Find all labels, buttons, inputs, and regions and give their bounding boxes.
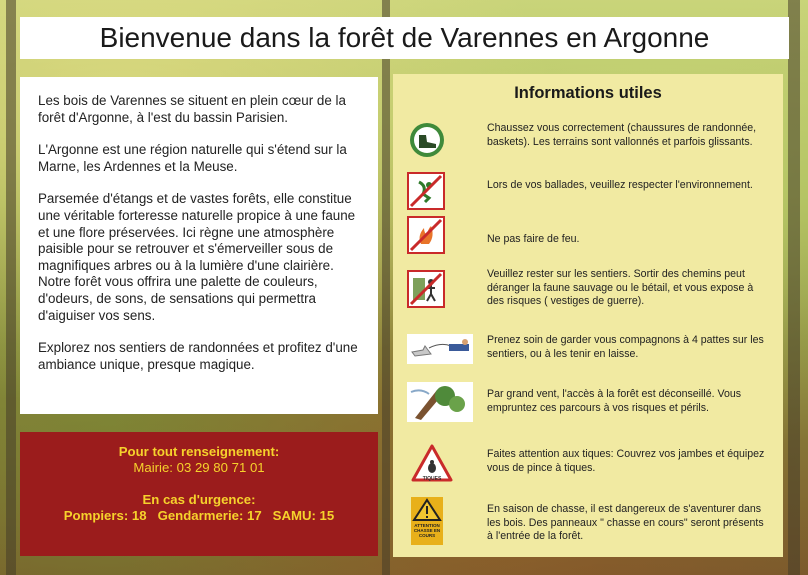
hunting-warning-icon [411,497,443,545]
tree-trunk [6,0,16,575]
info-item-text: Faites attention aux tiques: Couvrez vos jambes et équipez vous de pince à tiques. [487,448,765,474]
page-title: Bienvenue dans la forêt de Varennes en Argonne [99,22,710,53]
emergency-numbers: Pompiers: 18 Gendarmerie: 17 SAMU: 15 [63,508,335,523]
intro-paragraph: Explorez nos sentiers de randonnées et profitez d'une ambiance unique, presque magique. [38,340,358,372]
dog-leash-icon [407,334,473,364]
no-fire-icon [407,216,445,254]
info-heading: Informations utiles [514,84,662,102]
info-item-text: Prenez soin de garder vous compagnons à 4 pattes sur les sentiers, ou à les tenir en laisse. [487,334,764,360]
contact-panel [20,432,378,556]
info-item-text: Ne pas faire de feu. [487,233,580,245]
info-item-text: Par grand vent, l'accès à la forêt est déconseillé. Vous empruntez ces parcours à vos risques et périls. [487,388,742,414]
stay-on-path-icon [407,270,445,308]
title-banner [20,17,789,59]
info-panel [393,74,783,557]
tick-warning-icon [411,444,453,482]
walking-boot-icon [409,122,445,158]
info-item-text: Lors de vos ballades, veuillez respecter l'environnement. [487,179,753,191]
hunting-icon-label: ATTENTION CHASSE EN COURS [413,523,441,538]
info-item-text: Veuillez rester sur les sentiers. Sortir des chemins peut déranger la faune sauvage ou le bétail, et vous expose à des risques ( vestiges de guerre). [487,268,754,308]
tree-trunk [382,0,390,575]
tick-icon-label: TIQUES [422,476,442,482]
tree-trunk [788,0,800,575]
info-item-text: Chaussez vous correctement (chaussures de randonnée, baskets). Les terrains sont vallonnés et parfois glissants. [487,122,757,148]
info-item-text: En saison de chasse, il est dangereux de s'aventurer dans les bois. Des panneaux " chasse en cours" seront présents à l'entrée de la forêt. [487,503,764,543]
info-contact-heading: Pour tout renseignement: [118,444,280,459]
no-littering-icon [407,172,445,210]
emergency-heading: En cas d'urgence: [142,492,256,507]
intro-paragraph: Les bois de Varennes se situent en plein cœur de la forêt d'Argonne, à l'est du bassin Parisien. [38,93,346,125]
intro-paragraph: Parsemée d'étangs et de vastes forêts, elle constitue une véritable forteresse naturelle propice à une faune et une flore préservées. Ici règne une atmosphère paisible pour se retrouver et s'émerveiller sous de magnifiques arbres ou à la lumière d'une clairière. Notre forêt vous offrira une palette de couleurs, d'odeurs, de sons, de sensations qui permettra d'aiguiser vos sens. [38,191,356,323]
mairie-phone: Mairie: 03 29 80 71 01 [133,460,265,475]
strong-wind-icon [407,382,473,422]
intro-paragraph: L'Argonne est une région naturelle qui s'étend sur la Marne, les Ardennes et la Meuse. [38,142,347,174]
intro-panel [20,77,378,414]
